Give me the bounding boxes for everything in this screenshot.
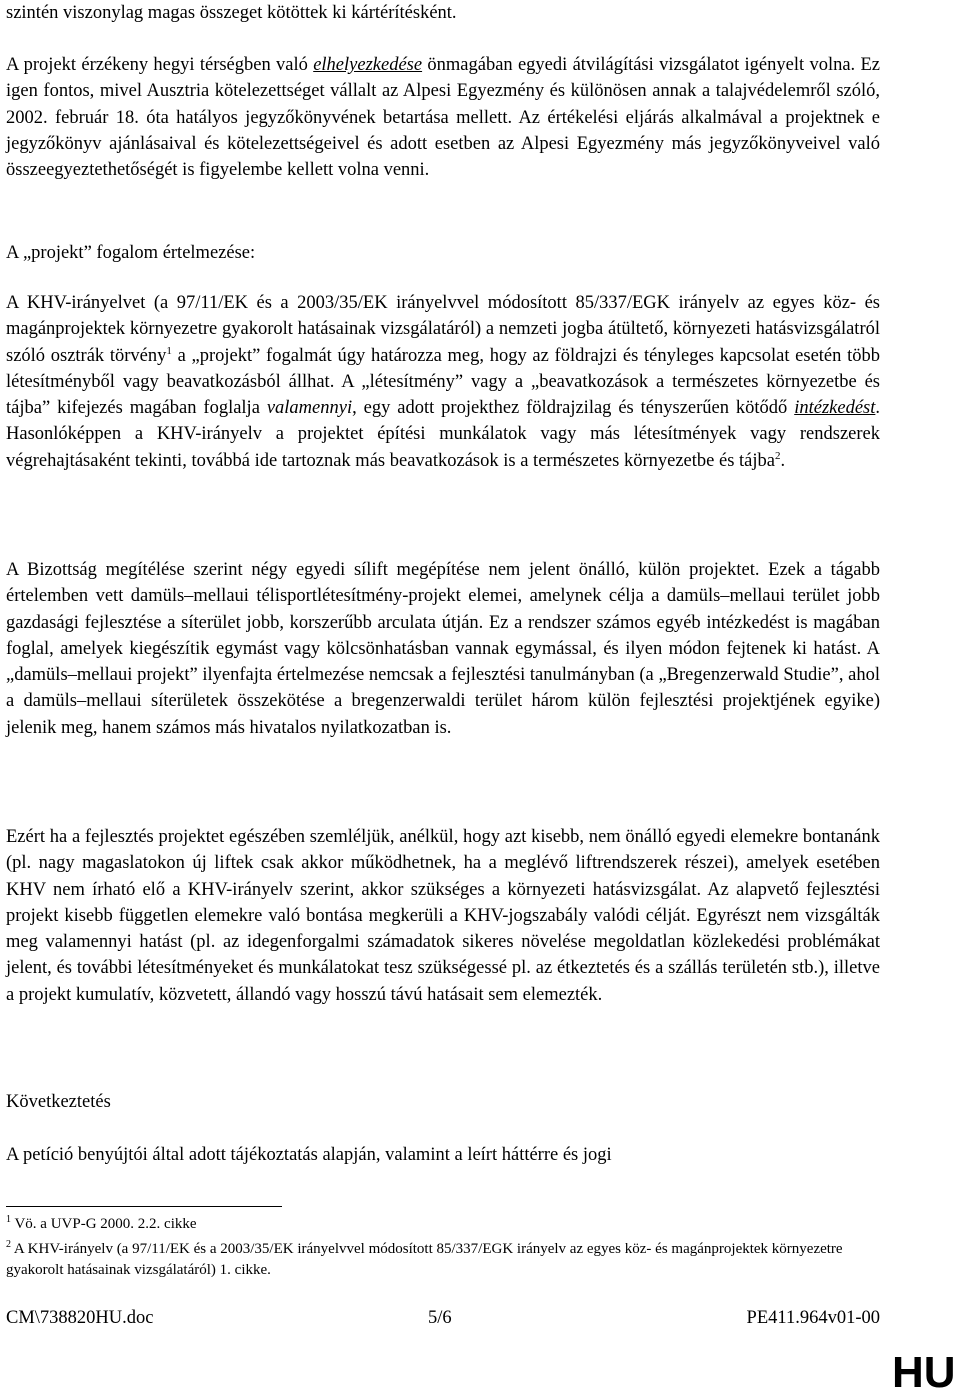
footnote-text: A KHV-irányelv (a 97/11/EK és a 2003/35/EK irányelvvel módosított 85/337/EGK irányelv az egyes köz- és magánprojektek környezetre gyakorolt hatásainak vizsgálatáról) 1. cikke. — [6, 1241, 843, 1278]
footer-reference: PE411.964v01-00 — [746, 1308, 880, 1328]
footnote-2 — [6, 1239, 876, 1281]
footnote-number: 1 — [6, 1214, 11, 1225]
paragraph-conclusion-start: A petíció benyújtói által adott tájékoztatás alapján, valamint a leírt háttérre és jogi — [6, 1145, 612, 1165]
paragraph-project-location — [6, 52, 880, 183]
text-run: A projekt érzékeny hegyi térségben való — [6, 55, 314, 75]
section-heading-conclusion: Következtetés — [6, 1092, 111, 1112]
emphasized-text: intézkedést — [794, 398, 876, 419]
footer-page-number: 5/6 — [428, 1308, 452, 1328]
text-run: a „projekt” fogalmát úgy határozza meg, hogy az földrajzi és tényleges kapcsolat esetén több létesítményből vagy beavatkozásból állhat. A „létesítmény” vagy a „beavatkozások a természetes környezetbe és tájba” kifejezés magában foglalja — [6, 345, 880, 419]
footnote-1 — [6, 1214, 876, 1235]
footnote-ref-2: 2 — [774, 449, 781, 462]
footnote-number: 2 — [6, 1239, 11, 1250]
footnote-text: Vö. a UVP-G 2000. 2.2. cikke — [11, 1216, 197, 1232]
emphasized-text: elhelyezkedése — [313, 55, 423, 75]
text-run: A KHV-irányelvet (a 97/11/EK és a 2003/35/EK irányelvvel módosított 85/337/EGK irányelv az egyes köz- és magánprojektek környezetre gyakorolt hatásainak vizsgálatáról) a nemzeti jogba átültető, környezeti hatásvizsgálatról szóló osztrák törvény — [6, 293, 880, 366]
paragraph-continuation: szintén viszonylag magas összeget kötöttek ki kártérítésként. — [6, 3, 457, 23]
text-run: önmagában egyedi átvilágítási vizsgálatot igényelt volna. Ez igen fontos, mivel Ausztria kötelezettséget vállalt az Alpesi Egyezmény és különösen annak a talajvédelemről szóló, 2002. február 18. óta hatályos jegyzőkönyvének betartása mellett. Az értékelési eljárás alkalmával a projektnek e jegyzőkönyv ajánlásaival és kötelezettségeivel és adott esetben az Alpesi Egyezmény más jegyzőkönyveivel való összeegyeztethetőségét is figyelembe kellett volna venni. — [6, 55, 880, 181]
footer-filename: CM\738820HU.doc — [6, 1308, 154, 1328]
footnote-ref-1: 1 — [166, 344, 172, 357]
footnote-separator — [6, 1206, 282, 1207]
emphasized-text: valamennyi — [266, 398, 353, 419]
text-run: . — [780, 450, 786, 471]
text-run: . Hasonlóképpen a KHV-irányelv a projektet építési munkálatok vagy más létesítmények vagy rendszerek végrehajtásaként tekinti, továbbá ide tartoznak más beavatkozások is a természetes környezetbe és tájba — [6, 398, 880, 471]
section-heading-project-definition: A „projekt” fogalom értelmezése: — [6, 243, 256, 263]
paragraph-commission-assessment: A Bizottság megítélése szerint négy egyedi sílift megépítése nem jelent önálló, külön projektet. Ezek a tágabb értelemben vett damüls–mellaui télisportlétesítmény-projekt elemei, amelynek célja a damüls–mellaui terület jobb gazdasági fejlesztése a síterület jobb, korszerűbb arculata útján. Ez a rendszer számos egyéb intézkedést is magában foglal, amelyek kiegészítik egymást vagy kölcsönhatásban vannak egymással, és ilyen módon fejtenek ki hatást. A „damüls–mellaui projekt” ilyenfajta értelmezése nemcsak a fejlesztési tanulmányban (a „Bregenzerwald Studie”, ahol a damüls–mellaui síterületek összekötése a bregenzerwaldi terület három külön fejlesztési projektjének egyike) jelenik meg, hanem számos más hivatalos nyilatkozatban is. — [6, 560, 880, 738]
paragraph-whole-project: Ezért ha a fejlesztés projektet egészében szemléljük, anélkül, hogy azt kisebb, nem önálló egyedi elemekre bontanánk (pl. nagy magaslatokon új liftek csak akkor működhetnek, ha a meglévő liftrendszerek részei), amelyek esetében KHV nem írható elő a KHV-irányelv szerint, akkor szükséges a környezeti hatásvizsgálat. Az alapvető fejlesztési projekt kisebb független elemekre való bontása megkerüli a KHV-jogszabály valódi célját. Egyrészt nem vizsgálták meg valamennyi hatást (pl. az idegenforgalmi számadatok sikeres növelése megoldatlan közlekedési problémákat jelent, és további létesítményeket és munkálatokat tesz szükségessé pl. az étkeztetés és a szállás területén stb.), illetve a projekt kumulatív, közvetett, állandó vagy hosszú távú hatásait sem elemezték. — [6, 827, 880, 1005]
paragraph-khv-directive — [6, 290, 880, 474]
language-code: HU — [892, 1348, 956, 1397]
text-run: , egy adott projekthez földrajzilag és tényszerűen kötődő — [352, 398, 795, 419]
page-footer — [6, 1306, 880, 1330]
